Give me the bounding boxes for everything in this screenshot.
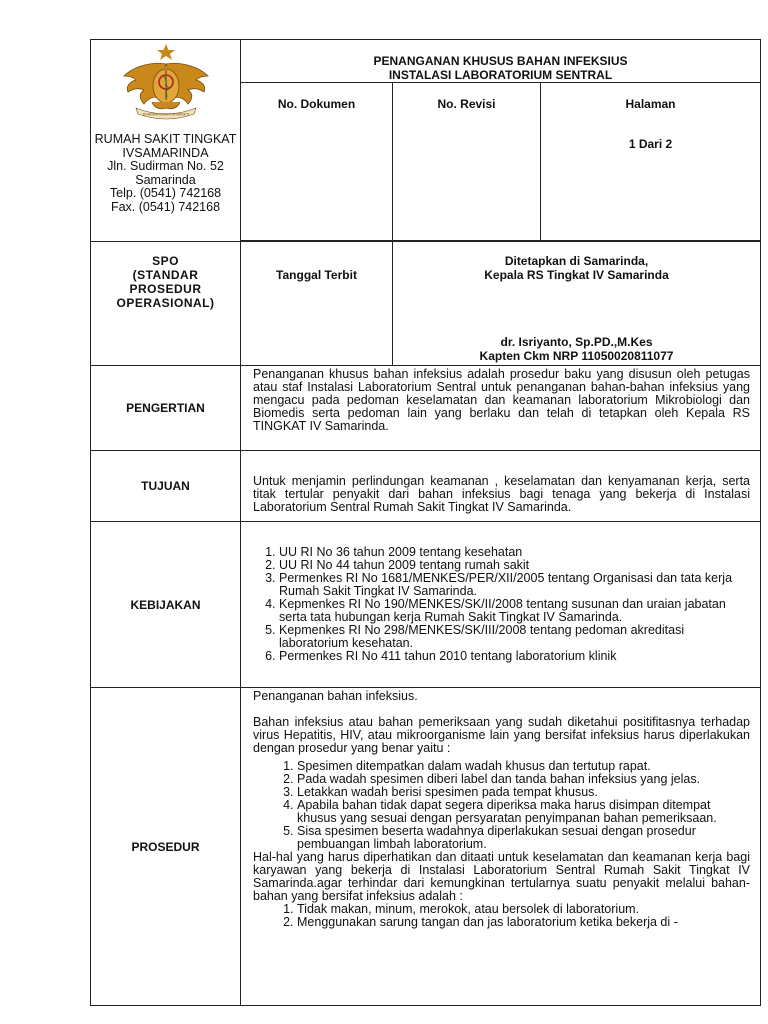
- approval-position: Kepala RS Tingkat IV Samarinda: [484, 268, 669, 282]
- revision-cell: [393, 83, 541, 241]
- doc-number-label: No. Dokumen: [277, 97, 356, 111]
- approval-place: Ditetapkan di Samarinda,: [504, 254, 649, 268]
- safety-rule: 2. Menggunakan sarung tangan dan jas laboratorium ketika bekerja di -: [297, 916, 750, 929]
- kebijakan-item: 2. UU RI No 44 tahun 2009 tentang rumah sakit: [279, 559, 750, 572]
- prosedur-step: 3. Letakkan wadah berisi spesimen pada tempat khusus.: [297, 786, 750, 799]
- hospital-fax: Fax. (0541) 742168: [110, 199, 221, 214]
- hospital-emblem-logo: [116, 42, 216, 122]
- signer-name: dr. Isriyanto, Sp.PD.,M.Kes: [500, 335, 653, 349]
- spo-label-full: (STANDAR PROSEDUR OPERASIONAL): [116, 268, 215, 310]
- kebijakan-label: KEBIJAKAN: [91, 522, 241, 688]
- spo-label-cell: [91, 242, 241, 366]
- prosedur-paragraph: Bahan infeksius atau bahan pemeriksaan yang sudah diketahui positifitasnya terhadap virus Hepatitis, HIV, atau mikroorganisme lain yang bersifat infeksius harus diperlakukan dengan prosedur yang benar yaitu :: [253, 715, 751, 755]
- tujuan-text: Untuk menjamin perlindungan keamanan , keselamatan dan kenyamanan kerja, serta titak tertular penyakit dari bahan infeksius bagi tenaga yang bekerja di Instalasi Laboratorium Sentral Rumah Sakit Tingkat IV Samarinda.: [253, 474, 751, 514]
- spo-document: [90, 39, 760, 1024]
- page-value: 1 Dari 2: [628, 137, 673, 151]
- revision-label: No. Revisi: [437, 97, 496, 111]
- pengertian-label: PENGERTIAN: [91, 366, 241, 451]
- page-cell: [541, 83, 761, 241]
- prosedur-step: 1. Spesimen ditempatkan dalam wadah khusus dan tertutup rapat.: [297, 760, 750, 773]
- prosedur-safety-list: [253, 903, 750, 929]
- kebijakan-item: 3. Permenkes RI No 1681/MENKES/PER/XII/2005 tentang Organisasi dan tata kerja Rumah Sakit Tingkat IV Samarinda.: [279, 572, 750, 598]
- kebijakan-cell: [241, 522, 761, 688]
- prosedur-safety-paragraph: Hal-hal yang harus diperhatikan dan ditaati untuk keselamatan dan keamanan kerja bagi karyawan yang bekerja di Instalasi Laboratorium Sentral Rumah Sakit Tingkat IV Samarinda.agar terhindar dari kemungkinan tertularnya suatu penyakit melalui bahan-bahan yang bersifat infeksius adalah :: [253, 850, 751, 903]
- kebijakan-item: 6. Permenkes RI No 411 tahun 2010 tentang laboratorium klinik: [279, 650, 750, 663]
- prosedur-step: 5. Sisa spesimen beserta wadahnya diperlakukan sesuai dengan prosedur pembuangan limbah laboratorium.: [297, 825, 750, 851]
- emblem-motto: DHARMA AJIWIGTA BHAKTI: [142, 112, 189, 117]
- prosedur-steps-list: [253, 760, 750, 851]
- prosedur-intro: Penanganan bahan infeksius.: [253, 689, 418, 703]
- pengertian-text: Penanganan khusus bahan infeksius adalah prosedur baku yang disusun oleh petugas atau staf Instalasi Laboratorium Sentral untuk penanganan bahan-bahan infeksius yang mengacu pada pedoman keselamatan dan keamanan laboratorium Mikrobiologi dan Biomedis serta pedoman lain yang berlaku dan telah di tetapkan oleh Kepala RS TINGKAT IV Samarinda.: [241, 366, 761, 451]
- tujuan-label: TUJUAN: [91, 451, 241, 522]
- document-title-line1: PENANGANAN KHUSUS BAHAN INFEKSIUS: [373, 54, 628, 68]
- hospital-header-cell: [91, 40, 241, 242]
- doc-number-cell: [241, 83, 393, 241]
- signer-rank: Kapten Ckm NRP 11050020811077: [479, 349, 674, 363]
- document-title-line2: INSTALASI LABORATORIUM SENTRAL: [388, 68, 613, 82]
- page-label: Halaman: [625, 97, 676, 111]
- hospital-name: RUMAH SAKIT TINGKAT IVSAMARINDA: [94, 132, 237, 160]
- prosedur-label: PROSEDUR: [91, 688, 241, 1006]
- hospital-phone: Telp. (0541) 742168: [109, 186, 222, 200]
- approval-cell: [393, 242, 761, 366]
- prosedur-step: 2. Pada wadah spesimen diberi label dan tanda bahan infeksius yang jelas.: [297, 773, 750, 786]
- tujuan-cell: [241, 451, 761, 522]
- signer-block: [393, 335, 760, 363]
- spo-label: SPO: [152, 254, 179, 268]
- issue-date-label: Tanggal Terbit: [276, 268, 357, 282]
- issue-date-cell: [241, 242, 393, 366]
- hospital-address: Jln. Sudirman No. 52 Samarinda: [107, 159, 224, 187]
- kebijakan-item: 1. UU RI No 36 tahun 2009 tentang kesehatan: [279, 546, 750, 559]
- kebijakan-item: 5. Kepmenkes RI No 298/MENKES/SK/III/2008 tentang pedoman akreditasi laboratorium kesehatan.: [279, 624, 750, 650]
- kebijakan-item: 4. Kepmenkes RI No 190/MENKES/SK/II/2008 tentang susunan dan uraian jabatan serta tata hubungan kerja Rumah Sakit Tingkat IV Samarinda.: [279, 598, 750, 624]
- kebijakan-list: [253, 546, 750, 663]
- spo-table: [90, 39, 761, 1006]
- safety-rule: 1. Tidak makan, minum, merokok, atau bersolek di laboratorium.: [297, 903, 750, 916]
- prosedur-step: 4. Apabila bahan tidak dapat segera diperiksa maka harus disimpan ditempat khusus yang sesuai dengan persyaratan penyimpanan bahan pemeriksaan.: [297, 799, 750, 825]
- prosedur-cell: [241, 688, 761, 1006]
- document-title-cell: [241, 40, 761, 83]
